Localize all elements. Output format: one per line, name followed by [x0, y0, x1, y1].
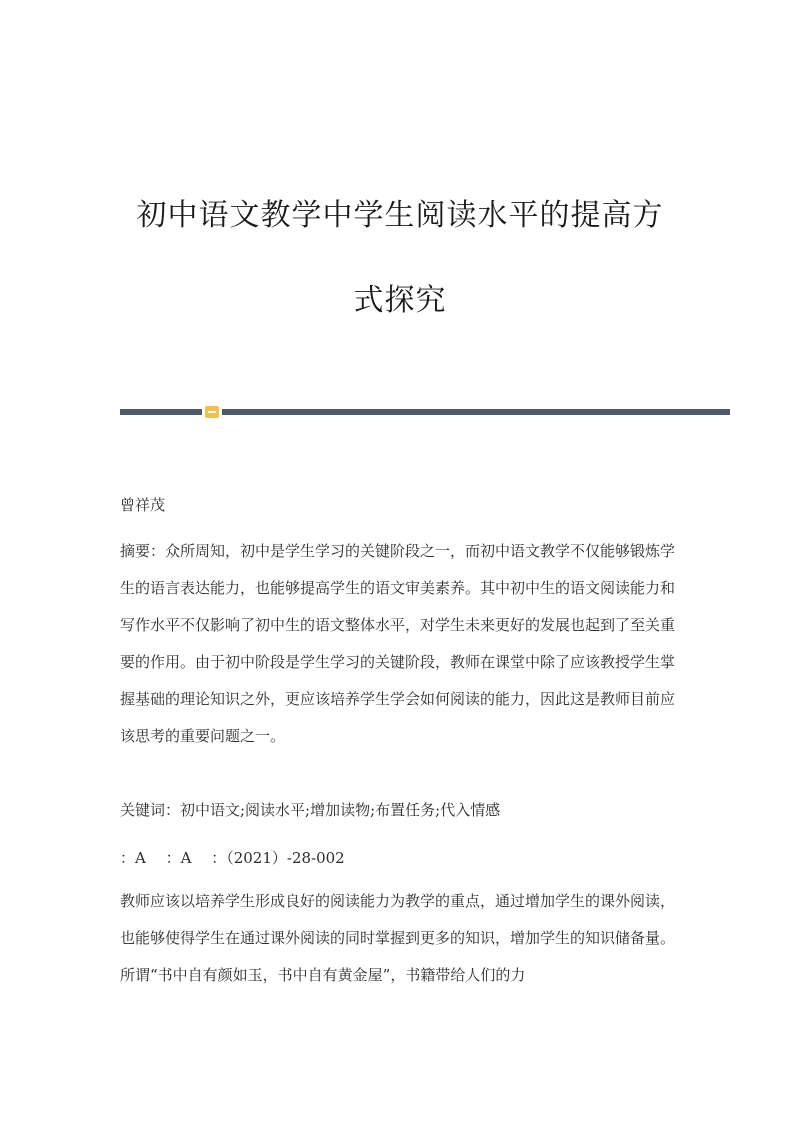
document-title-line-1: 初中语文教学中学生阅读水平的提高方 — [136, 198, 664, 233]
divider-badge-icon — [205, 406, 219, 418]
abstract-paragraph: 摘要：众所周知，初中是学生学习的关键阶段之一，而初中语文教学不仅能够锻炼学生的语言表达能力，也能够提高学生的语文审美素养。其中初中生的语文阅读能力和写作水平不仅影响了初中生的语文整体水平，对学生未来更好的发展也起到了至关重要的作用。由于初中阶段是学生学习的关键阶段，教师在课堂中除了应该教授学生掌握基础的理论知识之外，更应该培养学生学会如何阅读的能力，因此这是教师目前应该思考的重要问题之一。 — [120, 542, 676, 745]
title-divider-right — [222, 409, 730, 415]
body-paragraph: 教师应该以培养学生形成良好的阅读能力为教学的重点，通过增加学生的课外阅读，也能够使得学生在通过课外阅读的同时掌握到更多的知识，增加学生的知识储备量。所谓“书中自有颜如玉，书中自有黄金屋”，书籍带给人们的力 — [120, 892, 676, 984]
classification-line: ：A ：A ：（2021）-28-002 — [120, 849, 345, 867]
author-name: 曾祥茂 — [120, 496, 166, 514]
title-divider-left — [120, 409, 202, 415]
keywords-line: 关键词：初中语文;阅读水平;增加读物;布置任务;代入情感 — [120, 801, 501, 819]
document-title-line-2: 式探究 — [353, 283, 447, 318]
